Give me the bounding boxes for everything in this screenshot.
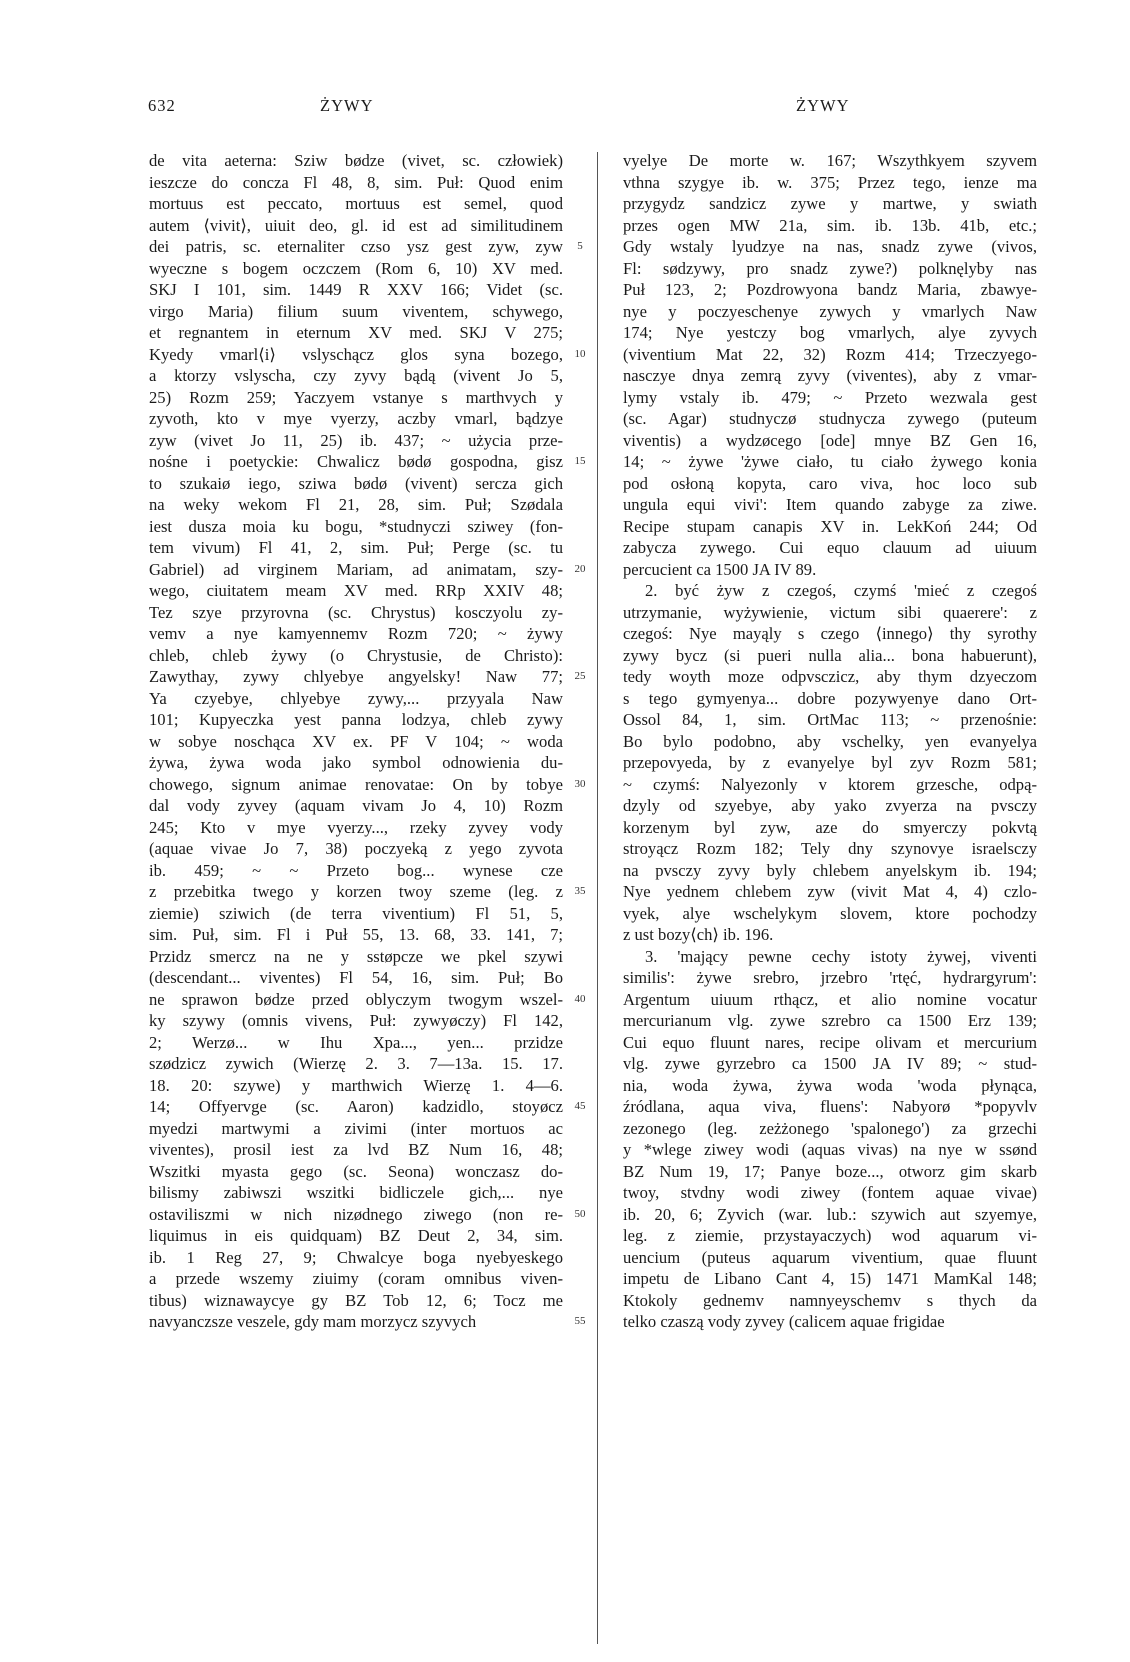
text-line: similis': żywe srebro, jrzebro 'rtęć, hydrargyrum': (623, 968, 1037, 987)
line-number: 40 (574, 992, 586, 1005)
running-head-left: ŻYWY (320, 96, 374, 115)
text-line: 2. być żyw z czegoś, czymś 'mieć z czegoś (645, 581, 1037, 600)
text-line: iest dusza moia ku bogu, *studnyczi sziwey (fon- (149, 516, 563, 536)
text-line: ieszcze do concza Fl 48, 8, sim. Puł: Quod enim (149, 172, 563, 192)
text-line: myedzi martwymi a zivimi (inter mortuos ac (149, 1118, 563, 1138)
text-line: wyeczne s bogem oczczem (Rom 6, 10) XV med. (149, 258, 563, 278)
text-line: przygydz sandzicz zywe y martwe, y swiath (623, 194, 1037, 213)
text-line: a ktorzy vslyscha, czy zyvy bądą (vivent Jo 5, (149, 366, 563, 385)
text-line: navyanczsze veszele, gdy mam morzycz szyvych (149, 1312, 477, 1331)
text-line: Wszitki myasta gego (sc. Seona) wonczasz do- (149, 1161, 563, 1181)
text-line: Przidz smercz na ne y sstøpcze we pkel szywi (149, 946, 563, 966)
text-line: (descendant... viventes) Fl 54, 16, sim. Puł; Bo (149, 968, 563, 987)
text-line: 101; Kupyeczka yest panna lodzya, chleb zywy (149, 710, 563, 729)
text-line: nye y poczyeschenye zywych y vmarlych Naw (623, 301, 1037, 321)
text-line: Bo bylo podobno, aby vschelky, yen evanyelya (623, 731, 1037, 751)
text-line: a przede wszemy ziuimy (coram omnibus viven- (149, 1269, 563, 1288)
text-line: Ya czyebye, chlyebye zywy,... przyyala Naw (149, 688, 563, 708)
text-line: na weky wekom Fl 21, 28, sim. Puł; Szødala (149, 495, 563, 514)
text-line: nia, woda żywa, żywa woda 'woda płynąca, (623, 1075, 1037, 1095)
text-line: wego, ciuitatem meam XV med. RRp XXIV 48; (149, 581, 563, 600)
text-line: autem ⟨vivit⟩, uiuit deo, gl. id est ad similitudinem (149, 215, 563, 235)
line-number: 45 (574, 1100, 586, 1112)
text-line: na pvsczy zyvy byly chlebem anyelskym ib. 194; (623, 860, 1037, 880)
text-line: virgo Maria) filium suum viventem, schywego, (149, 301, 563, 321)
line-number: 15 (574, 455, 586, 467)
page-number: 632 (148, 96, 176, 115)
line-number: 50 (574, 1207, 586, 1220)
right-text-column (623, 150, 1037, 1333)
text-line: pod osłoną kopyta, caro viva, hoc loco sub (623, 473, 1037, 493)
text-line: vthna szygye ib. w. 375; Przez tego, ienze ma (623, 172, 1037, 192)
text-line: ne sprawon bødze przed oblyczym twogym wszel- (149, 989, 563, 1009)
text-line: liquimus in eis quidquam) BZ Deut 2, 34, sim. (149, 1226, 563, 1245)
text-line: lymy vstaly ib. 479; ~ Przeto wezwala gest (623, 387, 1037, 407)
line-number: 10 (574, 347, 586, 360)
text-line: uencium (puteus aquarum viventium, quae fluunt (623, 1247, 1037, 1267)
text-line: viventis) a wydzøcego [ode] mnye BZ Gen 16, (623, 430, 1037, 450)
text-line: Kyedy vmarl⟨i⟩ vslyschącz glos syna bozego, (149, 344, 563, 364)
text-line: chleb, chleb żywy (o Chrystusie, de Christo): (149, 645, 563, 665)
text-line: ib. 459; ~ ~ Przeto bog... wynese cze (149, 860, 563, 880)
text-line: y *wlege ziwey wodi (aquas vivas) na nye w ssønd (623, 1140, 1037, 1159)
text-line: Nye yednem chlebem zyw (vivit Mat 4, 4) czlo- (623, 882, 1037, 901)
text-line: to szukaiø iego, sziwa bødø (vivent) sercza gich (149, 473, 563, 493)
line-number: 30 (574, 777, 586, 790)
text-line: Fl: sødzywy, pro snadz zywe?) polknęlyby nas (623, 258, 1037, 278)
text-line: 245; Kto v mye vyerzy..., rzeky zyvey vody (149, 817, 563, 837)
text-line: 18. 20: szywe) y marthwich Wierzę 1. 4—6. (149, 1075, 563, 1095)
line-number: 35 (574, 885, 586, 897)
text-line: przepovyeda, by z evanyelye byl zyv Rozm 581; (623, 753, 1037, 772)
text-line: et regnantem in eternum XV med. SKJ V 275; (149, 323, 563, 342)
text-line: zabycza zywego. Cui equo clauum ad uiuum (623, 538, 1037, 557)
running-head-right: ŻYWY (796, 96, 850, 115)
text-line: ib. 1 Reg 27, 9; Chwalcye boga nyebyeskego (149, 1247, 563, 1267)
text-line: tibus) wiznawaycye gy BZ Tob 12, 6; Tocz me (149, 1290, 563, 1310)
text-line: zyvoth, kto v mye vyerzy, aczby vmarl, bądzye (149, 409, 563, 428)
text-line: żywa, żywa woda jako symbol odnowienia du- (149, 753, 563, 772)
text-line: twoy, stvdny wodi ziwey (fontem aquae vivae) (623, 1183, 1037, 1202)
text-line: w sobye noschąca XV ex. PF V 104; ~ woda (149, 731, 563, 751)
text-line: vyelye De morte w. 167; Wszythkyem szyvem (623, 151, 1037, 170)
text-line: leg. z ziemie, przystayaczych) wod aquarum vi- (623, 1226, 1037, 1245)
text-line: mercurianum vlg. zywe szrebro ca 1500 Erz 139; (623, 1011, 1037, 1030)
text-line: Gabriel) ad virginem Mariam, ad animatam, szy- (149, 559, 563, 579)
text-line: percucient ca 1500 JA IV 89. (623, 559, 817, 579)
text-line: nasczye dnya zemrą zyvy (viventes), aby z vmar- (623, 366, 1037, 385)
text-line: ostaviliszmi w nich nizødnego ziwego (non re- (149, 1204, 563, 1224)
text-line: 25) Rozm 259; Yaczyem vstanye s marthvych y (149, 387, 563, 407)
page-header (148, 96, 1038, 124)
text-line: SKJ I 101, sim. 1449 R XXV 166; Videt (sc. (149, 280, 563, 299)
text-line: Ossol 84, 1, sim. OrtMac 113; ~ przenośnie: (623, 710, 1037, 729)
text-line: zyw (vivet Jo 11, 25) ib. 437; ~ użycia prze- (149, 430, 563, 450)
column-divider (597, 152, 598, 1644)
line-number: 55 (574, 1315, 586, 1327)
text-line: 14; Offyervge (sc. Aaron) kadzidlo, stoyøcz (149, 1097, 563, 1116)
text-line: czegoś: Nye mayąly s czego ⟨innego⟩ thy syrothy (623, 624, 1037, 643)
text-line: tedy woyth moze odpvsczicz, aby thym dzyeczom (623, 667, 1037, 686)
text-line: Recipe stupam canapis XV in. LekKoń 244; Od (623, 516, 1037, 536)
text-line: szødzicz zywich (Wierzę 2. 3. 7—13a. 15. 17. (149, 1054, 563, 1073)
text-line: vyek, alye wschelykym slovem, ktore pochodzy (623, 903, 1037, 923)
text-line: zezonego (leg. zeżżonego 'spalonego') za grzechi (623, 1118, 1037, 1138)
text-line: vemv a nye kamyennemv Rozm 720; ~ żywy (149, 624, 563, 643)
text-line: utrzymanie, wyżywienie, victum sibi quaerere': z (623, 602, 1037, 622)
text-line: przes ogen MW 21a, sim. ib. 13b. 41b, etc.; (623, 215, 1037, 235)
text-line: dal vody zyvey (aquam vivam Jo 4, 10) Rozm (149, 796, 563, 815)
text-line: stroyącz Rozm 182; Tely dny szynovye israelsczy (623, 839, 1037, 858)
text-line: mortuus est peccato, mortuus est semel, quod (149, 194, 563, 213)
text-line: tem vivum) Fl 41, 2, sim. Puł; Perge (sc. tu (149, 538, 563, 557)
text-line: sim. Puł, sim. Fl i Puł 55, 13. 68, 33. 141, 7; (149, 925, 563, 944)
text-line: 14; ~ żywe 'żywe ciało, tu ciało żywego konia (623, 452, 1037, 471)
text-line: chowego, signum animae renovatae: On by tobye (149, 774, 563, 794)
text-line: telko czaszą vody zyvey (calicem aquae frigidae (623, 1312, 945, 1331)
text-line: de vita aeterna: Sziw bødze (vivet, sc. człowiek) (149, 151, 563, 170)
text-line: (viventium Mat 22, 32) Rozm 414; Trzeczyego- (623, 344, 1037, 364)
line-number: 5 (577, 240, 583, 252)
text-line: ky szywy (omnis vivens, Puł: zywyøczy) Fl 142, (149, 1011, 563, 1030)
text-line: źródlana, aqua viva, fluens': Nabyorø *popyvlv (623, 1097, 1037, 1116)
text-line: (aquae vivae Jo 7, 38) poczyeką z yego zyvota (149, 839, 563, 858)
text-line: dei patris, sc. eternaliter czso ysz gest zyw, zyw (149, 237, 563, 256)
text-line: Tez szye przyrovna (sc. Chrystus) kosczyolu zy- (149, 602, 563, 622)
text-line: Argentum uiuum rthącz, et alio nomine vocatur (623, 989, 1037, 1009)
text-line: impetu de Libano Cant 4, 15) 1471 MamKal 148; (623, 1269, 1037, 1288)
text-line: ziemie) sziwich (de terra viventium) Fl 51, 5, (149, 903, 563, 923)
line-number: 25 (574, 670, 586, 682)
text-line: Cui equo fluunt nares, recipe olivam et mercurium (623, 1032, 1037, 1052)
text-line: dzyly od szyebye, aby yako zvyerza na pvsczy (623, 796, 1037, 815)
text-line: zywy bycz (si pueri nulla alia... bona habuerunt), (623, 645, 1037, 665)
text-line: ~ czymś: Nalyezonly v ktorem grzesche, odpą- (623, 774, 1037, 794)
text-line: korzenym byl zyw, aze do smyerczy pokvtą (623, 817, 1037, 837)
text-line: vlg. zywe gyrzebro ca 1500 JA IV 89; ~ stud- (623, 1054, 1037, 1073)
text-line: Gdy wstaly lyudzye na nas, snadz zywe (vivos, (623, 237, 1037, 256)
line-number: 20 (574, 562, 586, 575)
text-line: nośne i poetyckie: Chwalicz bødø gospodna, gisz (149, 452, 563, 471)
text-line: Ktokoly gednemv namnyeyschemv s thych da (623, 1290, 1037, 1310)
text-line: viventes), prosil iest za lvd BZ Num 16, 48; (149, 1140, 563, 1159)
text-line: 2; Werzø... w Ihu Xpa..., yen... przidze (149, 1032, 563, 1052)
text-line: 3. 'mający pewne cechy istoty żywej, viventi (645, 946, 1037, 966)
text-line: z ust bozy⟨ch⟩ ib. 196. (623, 925, 774, 944)
text-line: z przebitka twego y korzen twoy szeme (leg. z (149, 882, 563, 901)
text-line: 174; Nye yestczy bog vmarlych, alye zyvych (623, 323, 1037, 342)
text-line: bilismy zabiwszi wszitki bidliczele gich,... nye (149, 1183, 563, 1202)
text-line: Zawythay, zywy chlyebye angyelsky! Naw 77; (149, 667, 563, 686)
text-line: s tego gymyenya... dobre pozywyenye dano Ort- (623, 688, 1037, 708)
text-line: ungula equi vivi': Item quando zabyge za ziwe. (623, 495, 1037, 514)
text-line: ib. 20, 6; Zyvich (war. lub.: szywich aut szyemye, (623, 1204, 1037, 1224)
text-line: Puł 123, 2; Pozdrowyona bandz Maria, zbawye- (623, 280, 1037, 299)
text-line: (sc. Agar) studnyczø studnycza zywego (puteum (623, 409, 1037, 428)
left-text-column (149, 150, 563, 1333)
text-line: BZ Num 19, 17; Panye boze..., otworz gim skarb (623, 1161, 1037, 1181)
